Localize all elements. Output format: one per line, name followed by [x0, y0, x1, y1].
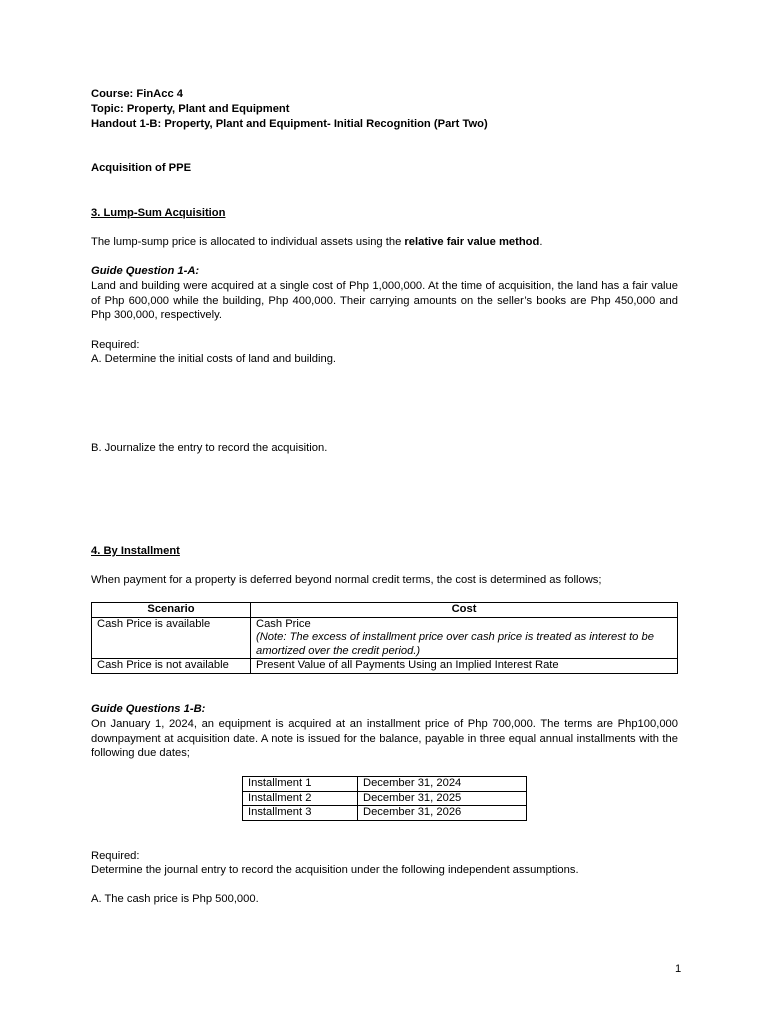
installment-label: Installment 2 [243, 791, 358, 806]
intro-period: . [539, 236, 543, 248]
table-row [243, 777, 527, 792]
table-header-row [92, 603, 678, 618]
installment-label: Installment 1 [243, 777, 358, 792]
table-row [243, 791, 527, 806]
lump-sum-intro [91, 235, 678, 250]
required-1a-a: A. Determine the initial costs of land and building. [91, 353, 337, 365]
installment-label: Installment 3 [243, 806, 358, 821]
intro-bold-term: relative fair value method [404, 236, 540, 248]
installment-date: December 31, 2024 [358, 777, 527, 792]
installment-date: December 31, 2026 [358, 806, 527, 821]
intro-text: The lump-sump price is allocated to individual assets using the [91, 236, 405, 248]
required-1a-b: B. Journalize the entry to record the acquisition. [91, 442, 328, 454]
guide-question-1b-label: Guide Questions 1-B: [91, 703, 206, 715]
scenario-cell: Cash Price is available [92, 617, 251, 659]
installment-schedule-table [242, 776, 527, 821]
required-label-1a: Required: [91, 339, 140, 351]
cost-cell: Present Value of all Payments Using an Implied Interest Rate [251, 659, 678, 674]
guide-question-1a-text: Land and building were acquired at a single cost of Php 1,000,000. At the time of acquisition, the land has a fair value of Php 600,000 while the building, Php 400,000. Their carrying amounts on the seller’s books are Php 450,000 and Php 300,000, respectively. [91, 280, 678, 322]
cost-note: (Note: The excess of installment price over cash price is treated as interest to be amortized over the credit period.) [256, 631, 654, 657]
scenario-cell: Cash Price is not available [92, 659, 251, 674]
cost-value: Cash Price [256, 617, 311, 630]
installment-date: December 31, 2025 [358, 791, 527, 806]
header-scenario: Scenario [92, 603, 251, 618]
cost-scenario-table [91, 602, 678, 674]
document-page [91, 0, 678, 1024]
header-cost: Cost [251, 603, 678, 618]
course-line: Course: FinAcc 4 [91, 88, 184, 100]
guide-question-1a-label: Guide Question 1-A: [91, 265, 200, 277]
required-label-1b: Required: [91, 850, 140, 862]
cost-cell [251, 617, 678, 659]
handout-title: Handout 1-B: Property, Plant and Equipment- Initial Recognition (Part Two) [91, 118, 488, 130]
table-row [92, 659, 678, 674]
required-1b-a: A. The cash price is Php 500,000. [91, 893, 259, 905]
installment-intro: When payment for a property is deferred beyond normal credit terms, the cost is determined as follows; [91, 574, 602, 586]
page-number: 1 [675, 963, 682, 975]
installment-heading: 4. By Installment [91, 545, 180, 557]
table-row [92, 617, 678, 659]
section-title: Acquisition of PPE [91, 162, 192, 174]
table-row [243, 806, 527, 821]
lump-sum-heading: 3. Lump-Sum Acquisition [91, 207, 226, 219]
required-1b-text: Determine the journal entry to record the acquisition under the following independent assumptions. [91, 864, 579, 876]
topic-line: Topic: Property, Plant and Equipment [91, 103, 290, 115]
guide-question-1b-text: On January 1, 2024, an equipment is acquired at an installment price of Php 700,000. The terms are Php100,000 downpayment at acquisition date. A note is issued for the balance, payable in three equal annual installments with the following due dates; [91, 718, 678, 760]
